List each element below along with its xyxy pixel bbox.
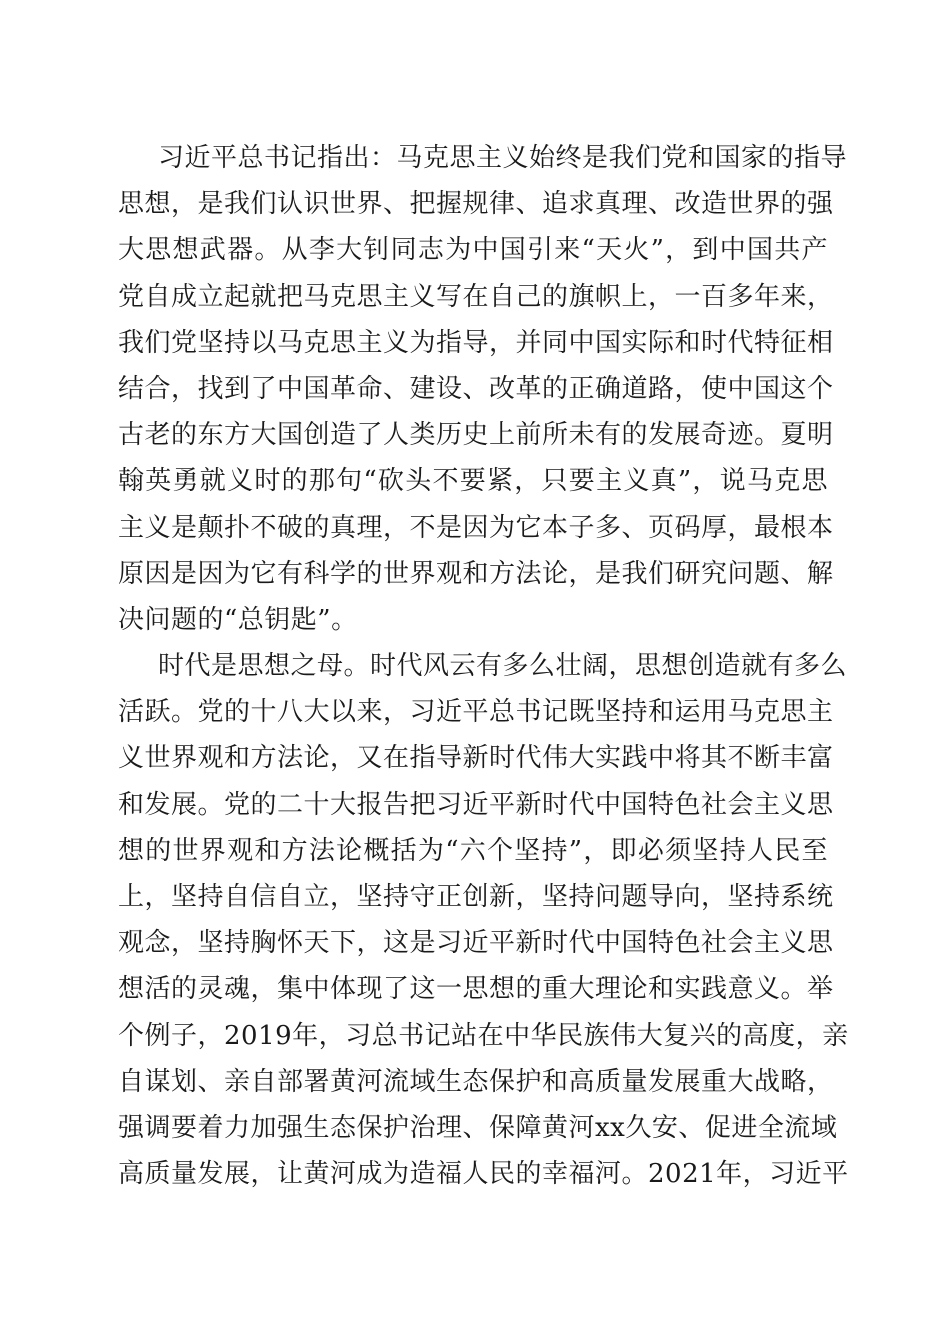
document-body bbox=[118, 135, 849, 1197]
paragraph-line: 思想，是我们认识世界、把握规律、追求真理、改造世界的强 bbox=[118, 189, 834, 220]
paragraph-1 bbox=[118, 135, 848, 643]
paragraph-line: 高质量发展，让黄河成为造福人民的幸福河。2021年，习近平 bbox=[118, 1159, 849, 1190]
paragraph-line: 自谋划、亲自部署黄河流域生态保护和高质量发展重大战略， bbox=[118, 1066, 834, 1097]
paragraph-line: 翰英勇就义时的那句“砍头不要紧，只要主义真”，说马克思 bbox=[118, 466, 828, 497]
paragraph-line: 决问题的“总钥匙”。 bbox=[118, 604, 358, 635]
paragraph-line: 我们党坚持以马克思主义为指导，并同中国实际和时代特征相 bbox=[118, 327, 834, 358]
paragraph-line: 个例子，2019年，习总书记站在中华民族伟大复兴的高度，亲 bbox=[118, 1020, 849, 1051]
paragraph-line: 主义是颠扑不破的真理，不是因为它本子多、页码厚，最根本 bbox=[118, 512, 834, 543]
paragraph-line: 想的世界观和方法论概括为“六个坚持”，即必须坚持人民至 bbox=[118, 835, 828, 866]
paragraph-line: 时代是思想之母。时代风云有多么壮阔，思想创造就有多么 bbox=[158, 651, 848, 682]
paragraph-line: 原因是因为它有科学的世界观和方法论，是我们研究问题、解 bbox=[118, 558, 834, 589]
paragraph-line: 习近平总书记指出：马克思主义始终是我们党和国家的指导 bbox=[158, 143, 848, 173]
paragraph-line: 上，坚持自信自立，坚持守正创新，坚持问题导向，坚持系统 bbox=[118, 882, 834, 912]
paragraph-line: 义世界观和方法论，又在指导新时代伟大实践中将其不断丰富 bbox=[118, 743, 834, 774]
paragraph-line: 活跃。党的十八大以来，习近平总书记既坚持和运用马克思主 bbox=[118, 697, 834, 728]
paragraph-line: 结合，找到了中国革命、建设、改革的正确道路，使中国这个 bbox=[118, 373, 834, 404]
paragraph-line: 和发展。党的二十大报告把习近平新时代中国特色社会主义思 bbox=[118, 789, 834, 820]
paragraph-line: 古老的东方大国创造了人类历史上前所未有的发展奇迹。夏明 bbox=[118, 420, 834, 451]
paragraph-line: 大思想武器。从李大钊同志为中国引来“天火”，到中国共产 bbox=[118, 235, 828, 266]
paragraph-line: 想活的灵魂，集中体现了这一思想的重大理论和实践意义。举 bbox=[118, 974, 834, 1005]
paragraph-line: 党自成立起就把马克思主义写在自己的旗帜上，一百多年来， bbox=[118, 281, 834, 312]
paragraph-line: 观念，坚持胸怀天下，这是习近平新时代中国特色社会主义思 bbox=[118, 928, 834, 959]
paragraph-2 bbox=[118, 643, 849, 1197]
paragraph-line: 强调要着力加强生态保护治理、保障黄河xx久安、促进全流域 bbox=[118, 1112, 838, 1143]
